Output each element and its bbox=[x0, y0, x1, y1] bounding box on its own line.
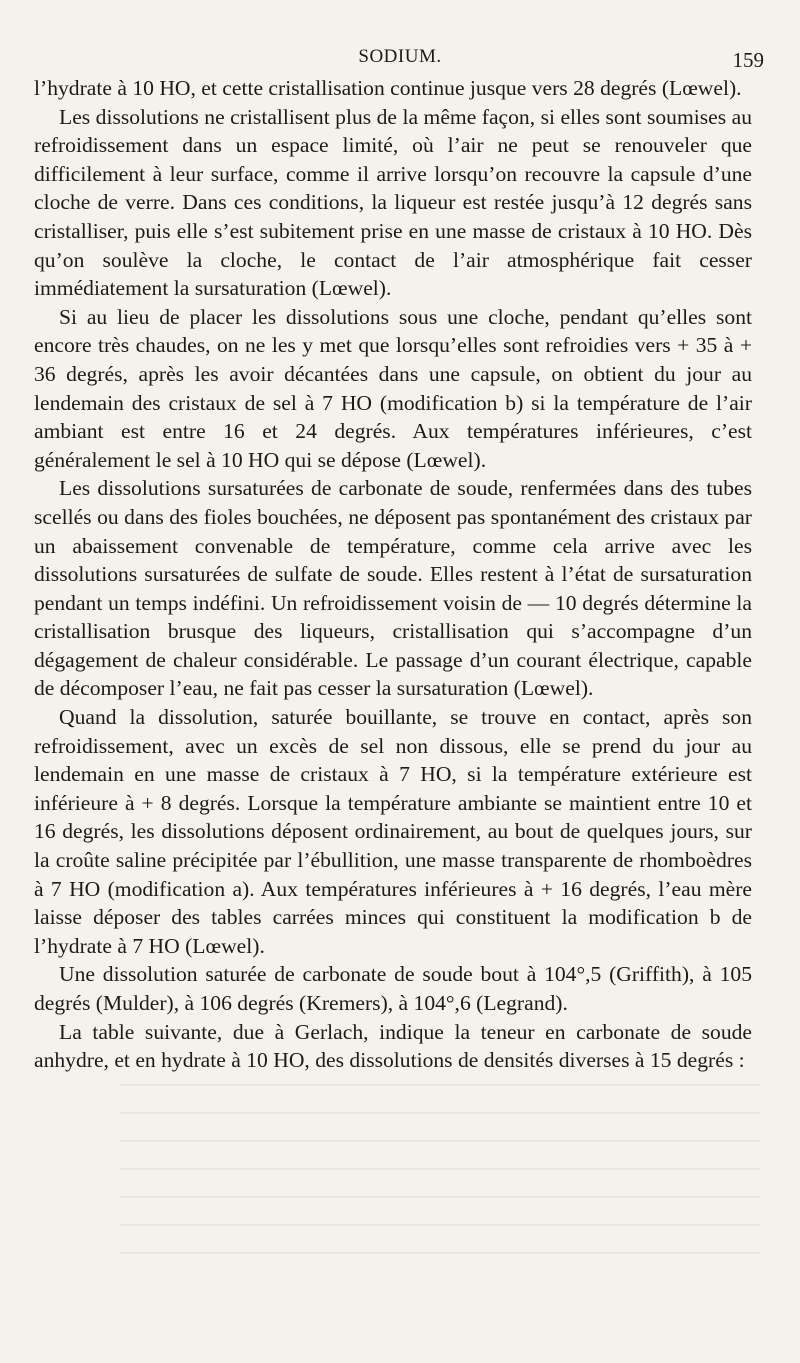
paragraph: Si au lieu de placer les dissolutions sous une cloche, pendant qu’elles sont encore très chaudes, on ne les y met que lorsqu’elles sont refroidies vers + 35 à + 36 degrés, après les avoir décantées dans une capsule, on obtient du jour au lendemain des cristaux de sel à 7 HO (modification b) si la température de l’air ambiant est entre 16 et 24 degrés. Aux températures inférieures, c’est généralement le sel à 10 HO qui se dépose (Lœwel). bbox=[34, 304, 752, 472]
page-header bbox=[34, 40, 766, 70]
paragraph: Les dissolutions sursaturées de carbonate de soude, renfermées dans des tubes scellés ou dans des fioles bouchées, ne déposent pas spontanément des cristaux par un abaissement convenable de température, comme cela arrive avec les dissolutions sursaturées de sulfate de soude. Elles restent à l’état de sursaturation pendant un temps indéfini. Un refroidissement voisin de — 10 degrés détermine la cristallisation brusque des liqueurs, cristallisation qui s’accompagne d’un dégagement de chaleur considérable. Le passage d’un courant électrique, capable de décomposer l’eau, ne fait pas cesser la sursaturation (Lœwel). bbox=[34, 476, 752, 701]
paragraph: Quand la dissolution, saturée bouillante, se trouve en contact, après son refroidissement, avec un excès de sel non dissous, elle se prend du jour au lendemain en une masse de cristaux à 7 HO, si la température extérieure est inférieure à + 8 degrés. Lorsque la température ambiante se maintient entre 10 et 16 degrés, les dissolutions déposent ordinairement, au bout de quelques jours, sur la croûte saline précipitée par l’ébullition, une masse transparente de rhomboèdres à 7 HO (modification a). Aux températures inférieures à + 16 degrés, l’eau mère laisse déposer des tables carrées minces qui constituent la modification b de l’hydrate à 7 HO (Lœwel). bbox=[34, 705, 752, 958]
bleed-through-texture bbox=[120, 1060, 760, 1280]
paragraph: La table suivante, due à Gerlach, indique la teneur en carbonate de soude anhydre, et en hydrate à 10 HO, des dissolutions de densités diverses à 15 degrés : bbox=[34, 1019, 752, 1073]
paragraph: Une dissolution saturée de carbonate de soude bout à 104°,5 (Griffith), à 105 degrés (Mulder), à 106 degrés (Kremers), à 104°,6 (Legrand). bbox=[34, 962, 752, 1015]
body-text bbox=[34, 74, 752, 1075]
page-number: 159 bbox=[732, 48, 764, 72]
paragraph: Les dissolutions ne cristallisent plus de la même façon, si elles sont soumises au refroidissement dans un espace limité, où l’air ne peut se renouveler que difficilement à leur surface, comme il arrive lorsqu’on recouvre la capsule d’une cloche de verre. Dans ces conditions, la liqueur est restée jusqu’à 12 degrés sans cristalliser, puis elle s’est subitement prise en une masse de cristaux à 10 HO. Dès qu’on soulève la cloche, le contact de l’air atmosphérique fait cesser immédiatement la sursaturation (Lœwel). bbox=[34, 104, 752, 301]
paragraph-continuation: l’hydrate à 10 HO, et cette cristallisation continue jusque vers 28 degrés (Lœwel). bbox=[34, 76, 742, 100]
running-title: SODIUM. bbox=[358, 46, 442, 67]
